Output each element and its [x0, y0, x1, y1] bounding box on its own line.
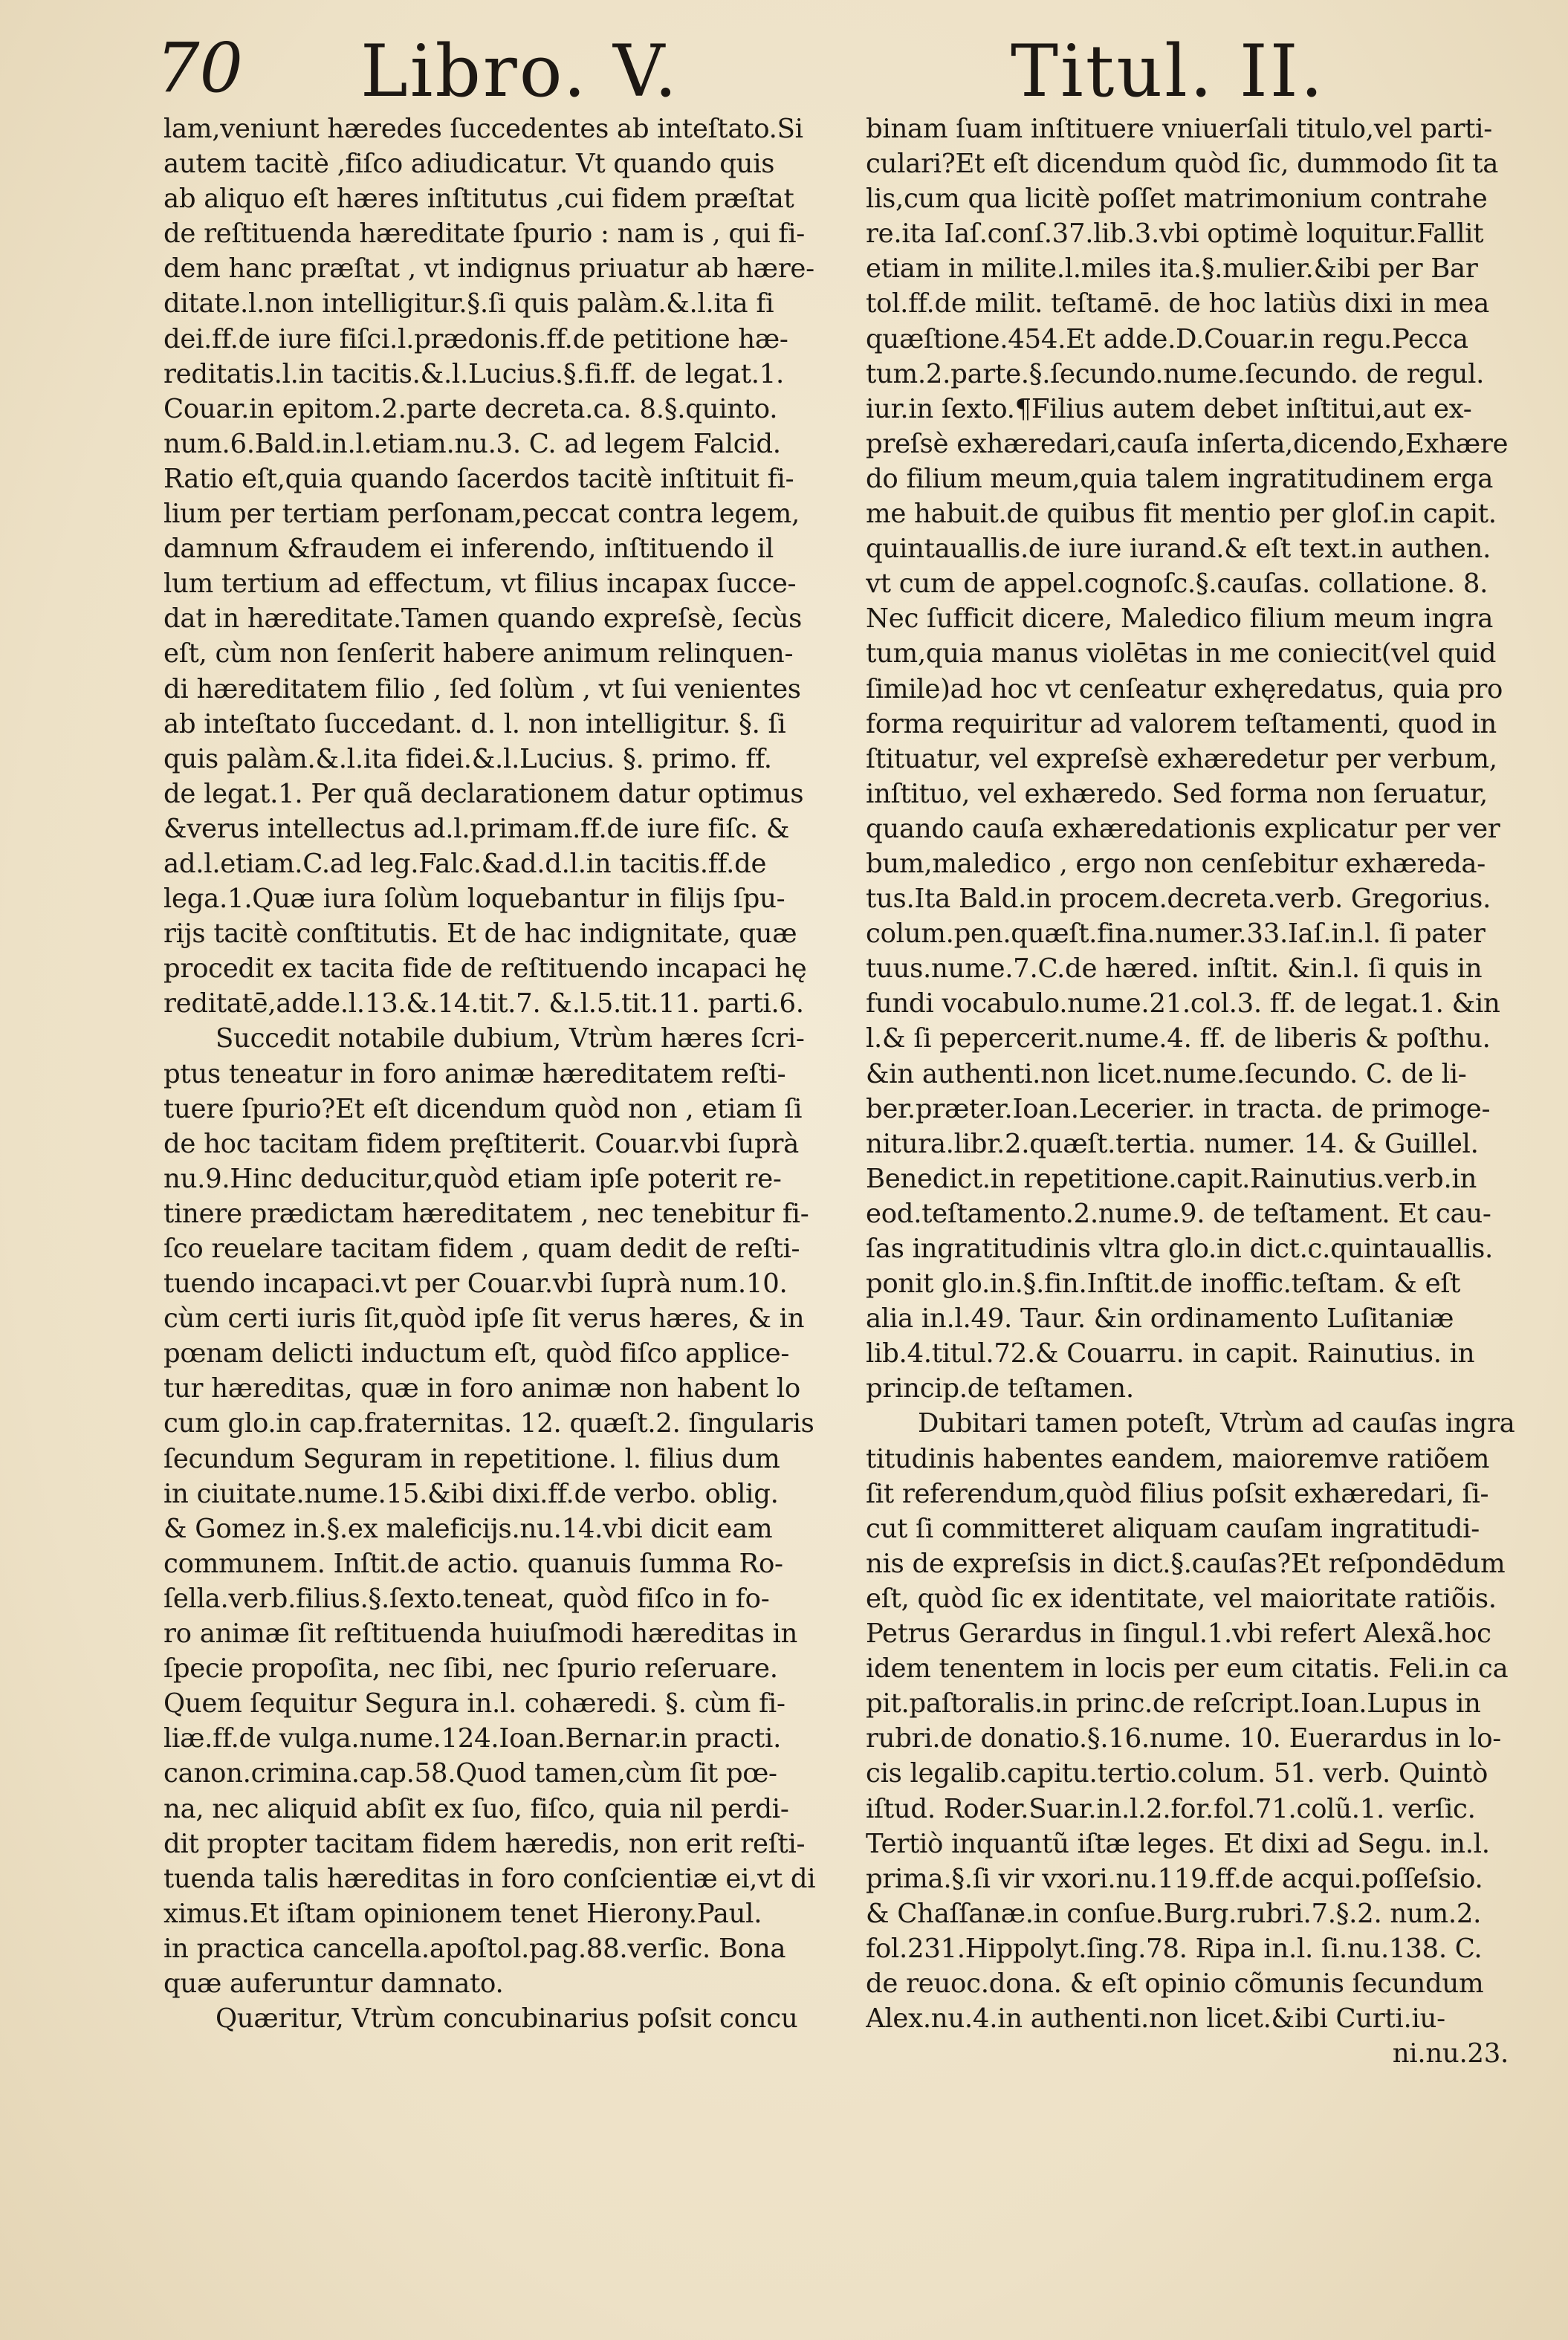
text-line: quæſtione.454.Et adde.D.Couar.in regu.Pecca: [866, 323, 1468, 354]
text-line: pœnam delicti inductum eſt, quòd fiſco applice-: [163, 1338, 790, 1370]
text-line: prima.§.ſi vir vxori.nu.119.ff.de acqui.poſſeſsio.: [866, 1863, 1483, 1894]
right-text-column: [866, 111, 1523, 2071]
text-line: &in authenti.non licet.nume.ſecundo. C. de li-: [866, 1058, 1467, 1089]
text-line: ſtituatur, vel expreſsè exhæredetur per verbum,: [866, 743, 1497, 774]
text-line: titudinis habentes eandem, maioremve ratiõem: [866, 1443, 1490, 1474]
text-line: fol.231.Hippolyt.ſing.78. Ripa in.l. ſi.nu.138. C.: [866, 1933, 1483, 1964]
text-line: ro animæ ſit reſtituenda huiuſmodi hæreditas in: [163, 1618, 798, 1650]
text-line: autem tacitè ,fiſco adiudicatur. Vt quando quis: [163, 149, 775, 180]
text-line: bum,maledico , ergo non cenſebitur exhæreda-: [866, 848, 1486, 879]
text-line: inſtituo, vel exhæredo. Sed forma non ſeruatur,: [866, 778, 1488, 809]
text-line: rubri.de donatio.§.16.nume. 10. Euerardus in lo-: [866, 1723, 1501, 1754]
text-line: ſit referendum,quòd filius poſsit exhæredari, ſi-: [866, 1478, 1489, 1509]
page-number: 70: [156, 28, 244, 108]
text-line: lega.1.Quæ iura ſolùm loquebantur in filijs ſpu-: [163, 884, 785, 915]
text-line: Nec ſufficit dicere, Maledico filium meum ingra: [866, 603, 1494, 635]
left-text-column: [163, 111, 817, 2036]
text-line: lum tertium ad effectum, vt filius incapax ſucce-: [163, 568, 797, 600]
text-line: forma requiritur ad valorem teſtamenti, quod in: [866, 708, 1497, 739]
text-line: etiam in milite.l.miles ita.§.mulier.&ibi per Bar: [866, 253, 1478, 285]
text-line: ditate.l.non intelligitur.§.ſi quis palàm.&.l.ita fi: [163, 288, 774, 320]
text-line: lam,veniunt hæredes ſuccedentes ab inteſtato.Si: [163, 114, 803, 144]
title-heading: Titul. II.: [1011, 30, 1326, 113]
text-line: & Gomez in.§.ex maleficijs.nu.14.vbi dicit eam: [163, 1513, 773, 1544]
text-line: Succedit notabile dubium, Vtrùm hæres ſcri-: [216, 1023, 805, 1054]
text-line: nis de expreſsis in dict.§.cauſas?Et reſpondēdum: [866, 1548, 1506, 1579]
text-line: dei.ff.de iure fiſci.l.prædonis.ff.de petitione hæ-: [163, 323, 788, 354]
text-line: de reſtituenda hæreditate ſpurio : nam is , qui fi-: [163, 218, 805, 250]
text-line: colum.pen.quæſt.fina.numer.33.Iaſ.in.l. ſi pater: [866, 918, 1486, 950]
text-line: quis palàm.&.l.ita fidei.&.l.Lucius. §. primo. ff.: [163, 743, 772, 774]
text-line: damnum &fraudem ei inferendo, inſtituendo il: [163, 534, 774, 565]
text-line: ber.præter.Ioan.Lecerier. in tracta. de primoge-: [866, 1093, 1491, 1124]
text-line: nu.9.Hinc deducitur,quòd etiam ipſe poterit re-: [163, 1163, 782, 1194]
text-line: dat in hæreditate.Tamen quando expreſsè, ſecùs: [163, 603, 803, 635]
text-line: tuus.nume.7.C.de hæred. inſtit. &in.l. ſi quis in: [866, 953, 1483, 985]
text-line: Quæritur, Vtrùm concubinarius poſsit concu: [216, 2003, 798, 2035]
text-line: ni.nu.23.: [1392, 2038, 1509, 2070]
text-line: do filium meum,quia talem ingratitudinem erga: [866, 463, 1494, 494]
text-line: dem hanc præſtat , vt indignus priuatur ab hære-: [163, 253, 814, 285]
text-line: binam ſuam inſtituere vniuerſali titulo,vel parti-: [866, 114, 1492, 144]
text-line: alia in.l.49. Taur. &in ordinamento Luſitaniæ: [866, 1303, 1454, 1335]
text-line: quando cauſa exhæredationis explicatur per ver: [866, 813, 1500, 844]
text-line: tol.ff.de milit. teſtamē. de hoc latiùs dixi in mea: [866, 288, 1489, 320]
text-line: de legat.1. Per quã declarationem datur optimus: [163, 778, 804, 809]
text-line: procedit ex tacita fide de reſtituendo incapaci hę: [163, 953, 807, 985]
text-line: & Chaſſanæ.in conſue.Burg.rubri.7.§.2. num.2.: [866, 1898, 1482, 1929]
text-line: communem. Inſtit.de actio. quanuis ſumma Ro-: [163, 1548, 783, 1579]
text-line: Quem ſequitur Segura in.l. cohæredi. §. cùm fi-: [163, 1688, 785, 1720]
text-line: Petrus Gerardus in ſingul.1.vbi refert Alexã.hoc: [866, 1618, 1491, 1650]
text-line: quæ auferuntur damnato.: [163, 1968, 504, 1999]
text-line: tum.2.parte.§.ſecundo.nume.ſecundo. de regul.: [866, 358, 1485, 389]
text-line: tuere ſpurio?Et eſt dicendum quòd non , etiam ſi: [163, 1093, 803, 1124]
text-line: in practica cancella.apoſtol.pag.88.verſic. Bona: [163, 1933, 786, 1964]
text-line: Ratio eſt,quia quando ſacerdos tacitè inſtituit fi-: [163, 463, 794, 494]
text-line: cum glo.in cap.fraternitas. 12. quæſt.2. ſingularis: [163, 1408, 814, 1439]
text-line: iſtud. Roder.Suar.in.l.2.for.fol.71.colũ.1. verſic.: [866, 1793, 1476, 1824]
text-line: re.ita Iaſ.conſ.37.lib.3.vbi optimè loquitur.Fallit: [866, 218, 1484, 250]
text-line: &verus intellectus ad.l.primam.ff.de iure fiſc. &: [163, 813, 790, 844]
text-line: lis,cum qua licitè poſſet matrimonium contrahe: [866, 184, 1488, 215]
text-line: liæ.ff.de vulga.nume.124.Ioan.Bernar.in practi.: [163, 1723, 782, 1754]
text-line: eſt, quòd ſic ex identitate, vel maioritate ratiõis.: [866, 1583, 1497, 1614]
text-line: tinere prædictam hæreditatem , nec tenebitur fi-: [163, 1198, 809, 1229]
text-line: ab aliquo eſt hæres inſtitutus ,cui fidem præſtat: [163, 184, 794, 215]
book-heading: Libro. V.: [360, 30, 679, 113]
text-line: eod.teſtamento.2.nume.9. de teſtament. Et cau-: [866, 1198, 1491, 1229]
text-line: num.6.Bald.in.l.etiam.nu.3. C. ad legem Falcid.: [163, 428, 781, 459]
text-line: lib.4.titul.72.& Couarru. in capit. Rainutius. in: [866, 1338, 1475, 1370]
text-line: iur.in ſexto.¶Filius autem debet inſtitui,aut ex-: [866, 393, 1472, 424]
text-line: ſas ingratitudinis vltra glo.in dict.c.quintauallis.: [866, 1234, 1494, 1264]
text-line: ab inteſtato ſuccedant. d. l. non intelligitur. §. ſi: [163, 708, 786, 739]
text-line: ſco reuelare tacitam fidem , quam dedit de reſti-: [163, 1234, 800, 1264]
text-line: ſimile)ad hoc vt cenſeatur exhęredatus, quia pro: [866, 673, 1503, 704]
text-line: ponit glo.in.§.fin.Inſtit.de inoffic.teſtam. & eſt: [866, 1268, 1461, 1300]
running-header: [0, 22, 1568, 113]
text-line: cut ſi committeret aliquam cauſam ingratitudi-: [866, 1513, 1480, 1544]
text-line: tur hæreditas, quæ in foro animæ non habent lo: [163, 1373, 800, 1404]
text-line: nitura.libr.2.quæſt.tertia. numer. 14. & Guillel.: [866, 1128, 1479, 1159]
text-line: na, nec aliquid abſit ex ſuo, fiſco, quia nil perdi-: [163, 1793, 789, 1824]
text-line: fundi vocabulo.nume.21.col.3. ff. de legat.1. &in: [866, 988, 1500, 1020]
text-line: ſpecie propoſita, nec ſibi, nec ſpurio reſeruare.: [163, 1653, 778, 1685]
text-line: Dubitari tamen poteſt, Vtrùm ad cauſas ingra: [918, 1408, 1515, 1439]
text-line: tus.Ita Bald.in procem.decreta.verb. Gregorius.: [866, 884, 1491, 915]
text-line: reditatis.l.in tacitis.&.l.Lucius.§.fi.ff. de legat.1.: [163, 358, 784, 389]
text-line: me habuit.de quibus fit mentio per gloſ.in capit.: [866, 499, 1497, 530]
text-line: cis legalib.capitu.tertio.colum. 51. verb. Quintò: [866, 1758, 1488, 1789]
text-line: ſella.verb.filius.§.ſexto.teneat, quòd fiſco in fo-: [163, 1583, 770, 1614]
text-line: idem tenentem in locis per eum citatis. Feli.in ca: [866, 1653, 1509, 1685]
text-line: ptus teneatur in foro animæ hæreditatem reſti-: [163, 1058, 786, 1089]
text-line: preſsè exhæredari,cauſa inſerta,dicendo,Exhære: [866, 428, 1509, 459]
text-line: princip.de teſtamen.: [866, 1373, 1134, 1404]
text-line: l.& ſi pepercerit.nume.4. ff. de liberis & poſthu.: [866, 1023, 1491, 1054]
text-line: eſt, cùm non ſenſerit habere animum relinquen-: [163, 638, 794, 670]
text-line: rijs tacitè conſtitutis. Et de hac indignitate, quæ: [163, 918, 797, 950]
text-line: lium per tertiam perſonam,peccat contra legem,: [163, 499, 800, 530]
text-line: cùm certi iuris ſit,quòd ipſe ſit verus hæres, & in: [163, 1303, 805, 1335]
text-line: de hoc tacitam fidem pręſtiterit. Couar.vbi ſuprà: [163, 1128, 800, 1159]
text-line: tum,quia manus violētas in me coniecit(vel quid: [866, 638, 1497, 670]
text-line: pit.paſtoralis.in princ.de reſcript.Ioan.Lupus in: [866, 1688, 1481, 1720]
text-line: di hæreditatem filio , ſed ſolùm , vt ſui venientes: [163, 673, 801, 704]
text-line: ad.l.etiam.C.ad leg.Falc.&ad.d.l.in tacitis.ff.de: [163, 848, 767, 879]
text-line: de reuoc.dona. & eſt opinio cõmunis ſecundum: [866, 1968, 1484, 1999]
text-line: ximus.Et iſtam opinionem tenet Hierony.Paul.: [163, 1898, 762, 1929]
text-line: tuendo incapaci.vt per Couar.vbi ſuprà num.10.: [163, 1268, 788, 1300]
text-line: Tertiò inquantũ iſtæ leges. Et dixi ad Segu. in.l.: [866, 1828, 1490, 1859]
text-line: quintauallis.de iure iurand.& eſt text.in authen.: [866, 534, 1491, 565]
text-line: ſecundum Seguram in repetitione. l. filius dum: [163, 1443, 780, 1474]
text-line: dit propter tacitam fidem hæredis, non erit reſti-: [163, 1828, 806, 1859]
text-line: Alex.nu.4.in authenti.non licet.&ibi Curti.iu-: [866, 2003, 1445, 2035]
text-line: Couar.in epitom.2.parte decreta.ca. 8.§.quinto.: [163, 393, 778, 424]
text-line: in ciuitate.nume.15.&ibi dixi.ff.de verbo. oblig.: [163, 1478, 779, 1509]
text-line: tuenda talis hæreditas in foro conſcientiæ ei,vt di: [163, 1863, 816, 1894]
text-line: culari?Et eſt dicendum quòd ſic, dummodo ſit ta: [866, 149, 1499, 180]
text-line: reditatē,adde.l.13.&.14.tit.7. &.l.5.tit.11. parti.6.: [163, 988, 804, 1020]
text-line: vt cum de appel.cognoſc.§.cauſas. collatione. 8.: [866, 568, 1488, 600]
text-line: canon.crimina.cap.58.Quod tamen,cùm ſit pœ-: [163, 1758, 777, 1789]
text-line: Benedict.in repetitione.capit.Rainutius.verb.in: [866, 1163, 1477, 1194]
